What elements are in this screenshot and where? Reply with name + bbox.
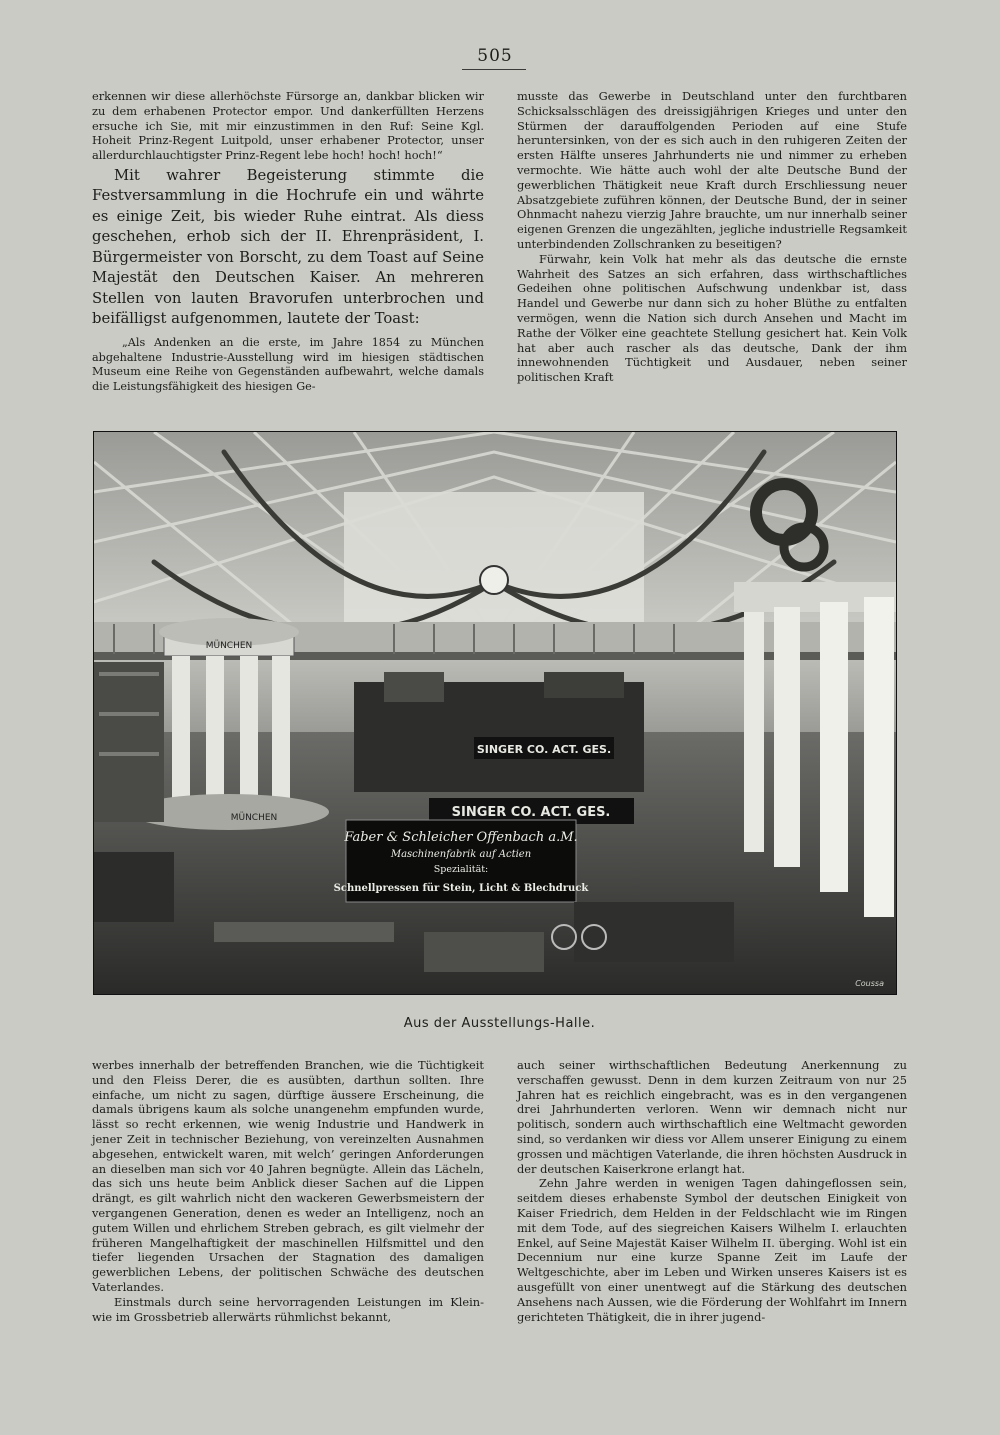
sign-speciality-label: Spezialität:	[433, 864, 489, 875]
singer-banner-upper: SINGER CO. ACT. GES.	[476, 743, 612, 756]
pavilion-sign-top: MÜNCHEN	[205, 641, 253, 651]
sign-company-name: Faber & Schleicher Offenbach a.M.	[344, 830, 578, 845]
singer-banner-lower: SINGER CO. ACT. GES.	[451, 805, 611, 820]
sign-company-type: Maschinenfabrik auf Actien	[390, 849, 532, 860]
column-bottom-right	[517, 1058, 907, 1324]
paragraph-speech-end: erkennen wir diese allerhöchste Fürsorge an, dankbar blicken wir zu dem erhabenen Protector empor. Und dankerfüllten Herzens ersuche ich Sie, mit mir einzustimmen in den Ruf: Seine Kgl. Hoheit Prinz-Regent Luitpold, unser erhabener Protector, unser allerdurchlauchtigster Prinz-Regent lebe hoch! hoch! hoch!“	[92, 89, 484, 163]
paragraph-kaiser-decade: Zehn Jahre werden in wenigen Tagen dahingeflossen sein, seitdem dieses erhabenste Symbol der deutschen Einigkeit von Kaiser Friedrich, dem Helden in der Feldschlacht wie im Ringen mit dem Tode, auf des siegreichen Kaisers Wilhelm I. erlauchten Enkel, auf Seine Majestät Kaiser Wilhelm II. überging. Wohl ist ein Decennium nur eine kurze Spanne Zeit im Laufe der Weltgeschichte, aber im Leben und Wirken unseres Kaisers ist es ausgefüllt von einer unentwegt auf die Stärkung des deutschen Ansehens nach Aussen, wie die Förderung der Wohlfahrt im Innern gerichteten Thätigkeit, die in ihrer jugend-	[517, 1176, 907, 1324]
page-number: 505	[477, 46, 513, 66]
photographer-signature: Coussa	[855, 979, 884, 988]
paragraph-toast-intro: Mit wahrer Begeisterung stimmte die Festversammlung in die Hochrufe ein und währte es einige Zeit, bis wieder Ruhe eintrat. Als diess geschehen, erhob sich der II. Ehrenpräsident, I. Bürgermeister von Borscht, zu dem Toast auf Seine Majestät den Deutschen Kaiser. An mehreren Stellen von lauten Bravorufen unterbrochen und beifälligst aufgenommen, lautete der Toast:	[92, 166, 484, 328]
sign-speciality: Schnellpressen für Stein, Licht & Blechdruck	[333, 883, 589, 894]
exhibition-hall-photo	[93, 431, 897, 995]
paragraph-toast-quote: „Als Andenken an die erste, im Jahre 1854 zu München abgehaltene Industrie-Ausstellung wird im hiesigen städtischen Museum eine Reihe von Gegenständen aufbewahrt, welche damals die Leistungsfähigkeit des hiesigen Ge-	[92, 335, 484, 393]
paragraph-economic-power: auch seiner wirthschaftlichen Bedeutung Anerkennung zu verschaffen gewusst. Denn in dem kurzen Zeitraum von nur 25 Jahren hat es reichlich eingebracht, was es in den vergangenen drei Jahrhunderten verloren. Wenn wir demnach nicht nur politisch, sondern auch wirthschaftlich eine Weltmacht geworden sind, so verdanken wir diess vor Allem unserer Einigung zu einem grossen und mächtigen Vaterlande, die ihren höchsten Ausdruck in der deutschen Kaiserkrone erlangt hat.	[517, 1058, 907, 1176]
column-top-right	[517, 89, 907, 385]
paragraph-former-fame: Einstmals durch seine hervorragenden Leistungen im Klein- wie im Grossbetrieb allerwärts rühmlichst bekannt,	[92, 1294, 484, 1324]
page-number-rule	[462, 69, 526, 70]
paragraph-political-rise: Fürwahr, kein Volk hat mehr als das deutsche die ernste Wahrheit des Satzes an sich erfahren, dass wirthschaftliches Gedeihen ohne politischen Aufschwung undenkbar ist, dass Handel und Gewerbe nur dann sich zu hoher Blüthe zu entfalten vermögen, wenn die Nation sich durch Ansehen und Macht im Rathe der Völker eine geachtete Stellung gesichert hat. Kein Volk hat aber auch rascher als das deutsche, Dank der ihm innewohnenden Tüchtigkeit und Ausdauer, neben seiner politischen Kraft	[517, 251, 907, 385]
paragraph-industry-history: musste das Gewerbe in Deutschland unter den furchtbaren Schicksalsschlägen des dreissigjährigen Krieges und unter den Stürmen der darauffolgenden Perioden auf eine Stufe heruntersinken, von der es sich auch in den ruhigeren Zeiten der ersten Hälfte unseres Jahrhunderts nie und nimmer zu erheben vermochte. Wie hätte auch wohl der alte Deutsche Bund der gewerblichen Thätigkeit neue Kraft durch Erschliessung neuer Absatzgebiete zuführen können, der Deutsche Bund, der in seiner Ohnmacht nahezu vierzig Jahre brauchte, um nur innerhalb seiner eigenen Grenzen die ungezählten, jegliche industrielle Regsamkeit unterbindenden Zollschranken zu beseitigen?	[517, 89, 907, 251]
pavilion-sign-base: MÜNCHEN	[230, 813, 278, 823]
paragraph-old-exhibition: werbes innerhalb der betreffenden Branchen, wie die Tüchtigkeit und den Fleiss Derer, die es ausübten, darthun sollten. Ihre einfache, um nicht zu sagen, dürftige äussere Erscheinung, die damals übrigens kaum als solche unangenehm empfunden wurde, lässt so recht erkennen, wie wenig Industrie und Handwerk in jener Zeit in technischer Beziehung, von vereinzelten Ausnahmen abgesehen, entwickelt waren, mit welch’ geringen Anforderungen an dieselben man sich vor 40 Jahren begnügte. Allein das Lächeln, das sich uns heute beim Anblick dieser Sachen auf die Lippen drängt, es gilt wahrlich nicht den wackeren Gewerbsmeistern der vergangenen Generation, denen es weder an Intelligenz, noch an gutem Willen und ehrlichem Streben gebrach, es gilt vielmehr der früheren Mangelhaftigkeit der maschinellen Hilfsmittel und den tiefer liegenden Ursachen der Stagnation des damaligen gewerblichen Lebens, der politischen Schwäche des deutschen Vaterlandes.	[92, 1058, 484, 1294]
column-top-left	[92, 89, 484, 394]
exhibition-hall-illustration	[94, 432, 896, 994]
column-bottom-left	[92, 1058, 484, 1324]
photo-caption: Aus der Ausstellungs-Halle.	[403, 1016, 596, 1031]
